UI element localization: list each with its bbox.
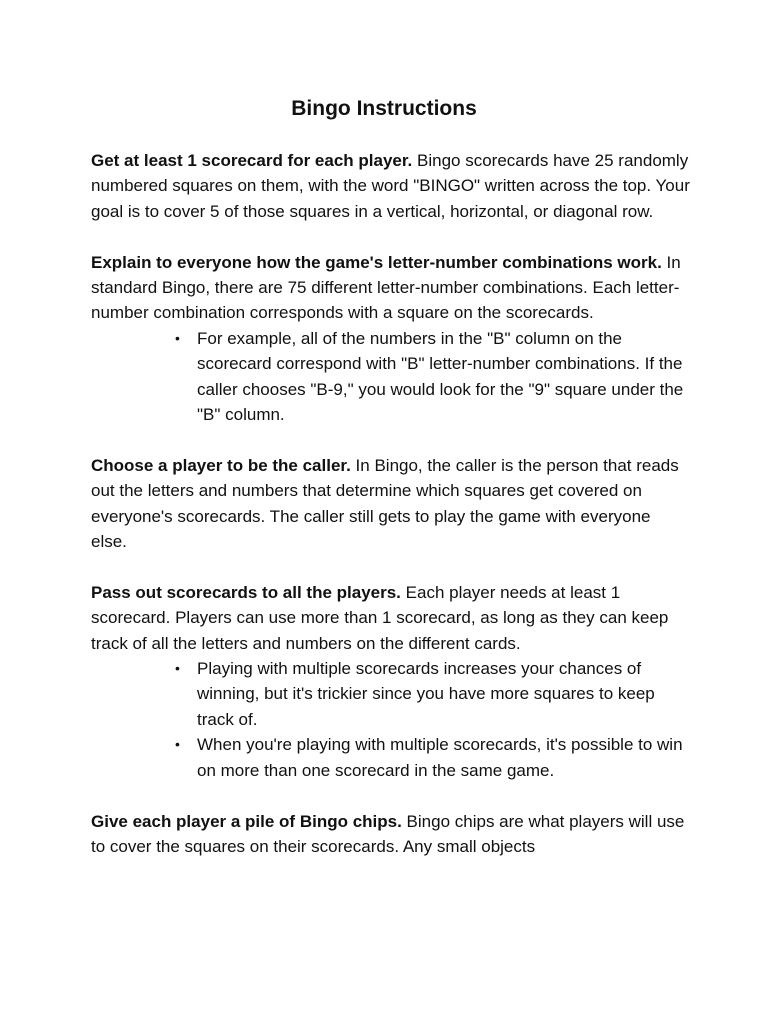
section-heading: Get at least 1 scorecard for each player.	[91, 151, 413, 170]
section-heading: Explain to everyone how the game's letter-number combinations work.	[91, 252, 662, 272]
section-paragraph	[91, 580, 691, 656]
section-letter-number	[91, 250, 691, 428]
bullet-list	[91, 656, 691, 783]
section-paragraph	[91, 250, 691, 326]
bullet-item: • Playing with multiple scorecards increases your chances of winning, but it's trickier since you have more squares to keep track of.	[197, 656, 691, 732]
section-body: In Bingo, the caller is the person that reads out the letters and numbers that determine which squares get covered on everyone's scorecards. The caller still gets to play the game with everyone else.	[91, 455, 679, 552]
section-body: Bingo chips are what players will use to cover the squares on their scorecards. Any small objects	[91, 811, 685, 856]
section-body: In standard Bingo, there are 75 different letter-number combinations. Each letter-number combination corresponds with a square on the scorecards.	[91, 252, 681, 323]
section-chips	[91, 809, 691, 860]
section-paragraph	[91, 148, 691, 224]
section-body: Each player needs at least 1 scorecard. Players can use more than 1 scorecard, as long as they can keep track of all the letters and numbers on the different cards.	[91, 582, 669, 653]
bullet-marker: •	[175, 660, 180, 677]
section-scorecards	[91, 148, 691, 224]
section-body: Bingo scorecards have 25 randomly numbered squares on them, with the word "BINGO" written across the top. Your goal is to cover 5 of those squares in a vertical, horizontal, or diagonal row.	[91, 151, 690, 221]
bullet-marker: •	[175, 736, 180, 753]
section-paragraph	[91, 809, 691, 860]
bullet-list	[91, 326, 691, 428]
section-heading: Pass out scorecards to all the players.	[91, 582, 401, 602]
section-paragraph	[91, 453, 691, 555]
bullet-item: • When you're playing with multiple scorecards, it's possible to win on more than one scorecard in the same game.	[197, 732, 691, 783]
bullet-item: • For example, all of the numbers in the "B" column on the scorecard correspond with "B" letter-number combinations. If the caller chooses "B-9," you would look for the "9" square under the "B" column.	[197, 326, 691, 428]
bullet-marker: •	[175, 329, 180, 346]
section-caller	[91, 453, 691, 555]
section-heading: Choose a player to be the caller.	[91, 455, 351, 475]
document-body	[91, 148, 691, 859]
page-title: Bingo Instructions	[291, 97, 477, 120]
section-heading: Give each player a pile of Bingo chips.	[91, 811, 402, 831]
section-pass-out	[91, 580, 691, 783]
